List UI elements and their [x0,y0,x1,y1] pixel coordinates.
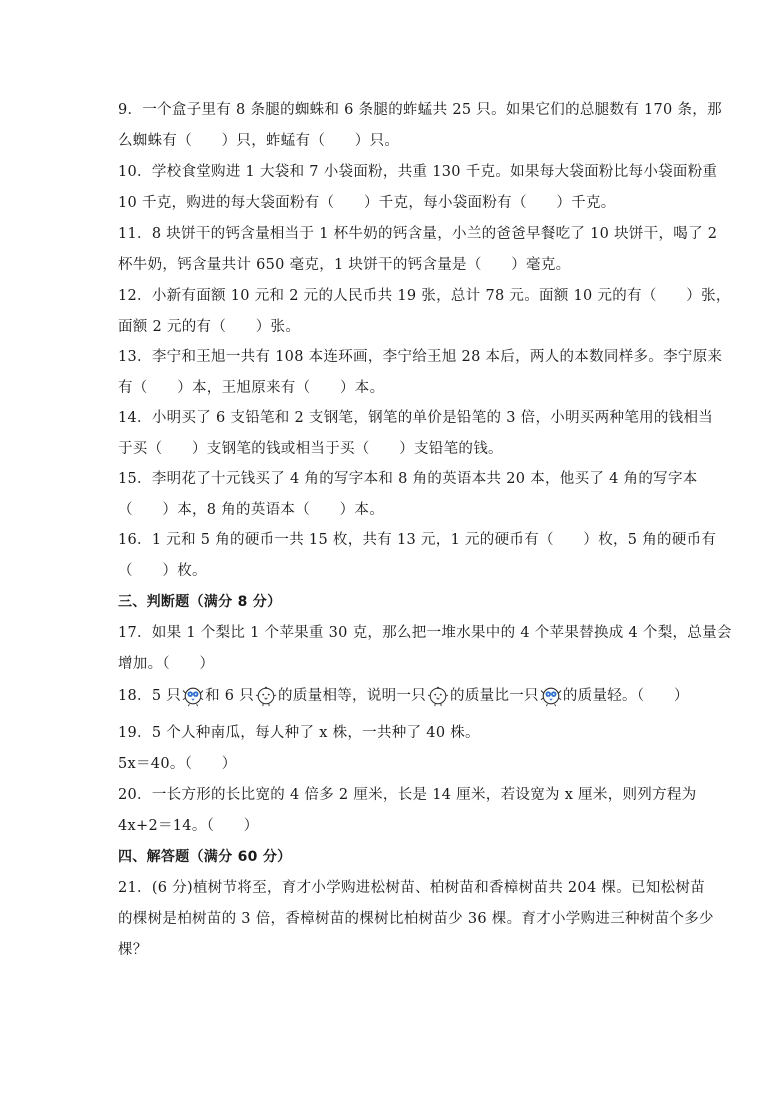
q20-line1: 20．一长方形的长比宽的 4 倍多 2 厘米，长是 14 厘米，若设宽为 x 厘米，则列方程为 [118,787,697,803]
q16-line2: （ ）枚。 [118,563,207,579]
q11-line2: 杯牛奶，钙含量共计 650 毫克，1 块饼干的钙含量是（ ）毫克。 [118,257,571,273]
q10-line1: 10．学校食堂购进 1 大袋和 7 小袋面粉，共重 130 千克。如果每大袋面粉比每小袋面粉重 [118,164,718,180]
q14-line2: 于买（ ）支钢笔的钱或相当于买（ ）支铅笔的钱。 [118,441,503,457]
chick-icon [255,685,277,707]
q17-line1: 17．如果 1 个梨比 1 个苹果重 30 克，那么把一堆水果中的 4 个苹果替换成 4 个梨，总量会 [118,625,732,641]
chick-icon [427,685,449,707]
q16-line1: 16．1 元和 5 角的硬币一共 15 枚，共有 13 元，1 元的硬币有（ ）枚，5 角的硬币有 [118,532,717,548]
blue-bird-icon [540,685,562,707]
q19-line2: 5x＝40。（ ） [118,756,237,772]
q10-line2: 10 千克，购进的每大袋面粉有（ ）千克，每小袋面粉有（ ）千克。 [118,195,616,211]
q13-line1: 13．李宁和王旭一共有 108 本连环画，李宁给王旭 28 本后，两人的本数同样多。李宁原来 [118,349,723,365]
q18-text-4: 的质量比一只 [450,688,539,704]
q20-line2: 4x+2＝14。（ ） [118,818,259,834]
q18-text-3: 的质量相等，说明一只 [278,688,427,704]
q9-line2: 么蜘蛛有（ ）只，蚱蜢有（ ）只。 [118,133,400,149]
q12-line2: 面额 2 元的有（ ）张。 [118,319,301,335]
q21-line1: 21．(6 分)植树节将至，育才小学购进松树苗、柏树苗和香樟树苗共 204 棵。已知松树苗 [118,880,705,896]
q17-line2: 增加。（ ） [118,656,215,672]
q9-line1: 9．一个盒子里有 8 条腿的蜘蛛和 6 条腿的蚱蜢共 25 只。如果它们的总腿数有 170 条，那 [118,102,722,118]
q15-line2: （ ）本，8 角的英语本（ ）本。 [118,502,385,518]
section-3-heading: 三、判断题（满分 8 分） [118,594,282,610]
q15-line1: 15．李明花了十元钱买了 4 角的写字本和 8 角的英语本共 20 本，他买了 4 角的写字本 [118,471,698,487]
q13-line2: 有（ ）本，王旭原来有（ ）本。 [118,380,385,396]
q18-text-1: 18．5 只 [118,688,182,704]
q18-text-2: 和 6 只 [205,688,255,704]
q18-text-5: 的质量轻。（ ） [562,688,689,704]
q14-line1: 14．小明买了 6 支铅笔和 2 支钢笔，钢笔的单价是铅笔的 3 倍，小明买两种笔用的钱相当 [118,410,714,426]
q21-line2: 的棵树是柏树苗的 3 倍，香樟树苗的棵树比柏树苗少 36 棵。育才小学购进三种树苗个多少 [118,911,714,927]
q21-line3: 棵？ [118,942,148,958]
section-4-heading: 四、解答题（满分 60 分） [118,849,292,865]
q18-line [118,685,689,707]
blue-bird-icon [182,685,204,707]
q11-line1: 11．8 块饼干的钙含量相当于 1 杯牛奶的钙含量，小兰的爸爸早餐吃了 10 块饼干，喝了 2 [118,226,718,242]
q19-line1: 19．5 个人种南瓜，每人种了 x 株，一共种了 40 株。 [118,725,480,741]
q12-line1: 12．小新有面额 10 元和 2 元的人民币共 19 张，总计 78 元。面额 10 元的有（ ）张， [118,288,731,304]
